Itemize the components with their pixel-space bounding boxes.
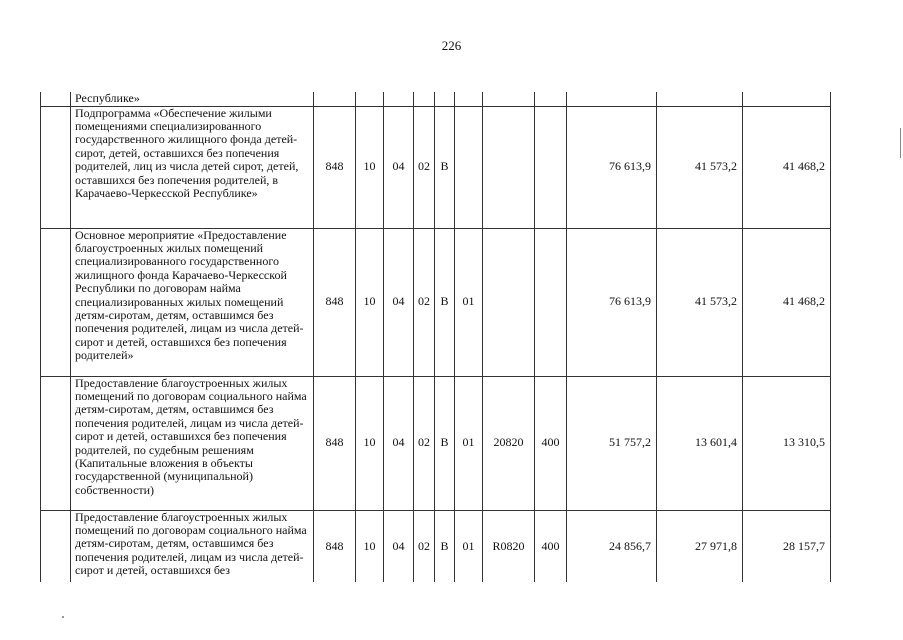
code-section-cell bbox=[356, 92, 384, 106]
scan-speck bbox=[62, 616, 64, 618]
code-program-cell: 02 bbox=[414, 228, 435, 376]
code-direction-cell: 20820 bbox=[483, 376, 535, 510]
code-event-cell: 01 bbox=[455, 510, 483, 582]
sum-year2-cell bbox=[657, 92, 743, 106]
code-expense-type-cell: 400 bbox=[535, 510, 567, 582]
row-name-cell: Основное мероприятие «Предоставление благоустроенных жилых помещений специализированного государственного жилищного фонда Карачаево-Черкесской Республики по договорам найма специализированных жилых помещений детям-сиротам, детям, оставшимся без попечения родителей, лицам из числа детей-сирот и детей, оставшихся без попечения родителей» bbox=[71, 228, 314, 376]
code-section-cell: 10 bbox=[356, 106, 384, 228]
code-event-cell bbox=[455, 106, 483, 228]
code-program-cell: 02 bbox=[414, 106, 435, 228]
code-subsection-cell: 04 bbox=[384, 228, 414, 376]
row-name-cell: Предоставление благоустроенных жилых помещений по договорам социального найма детям-сиротам, детям, оставшимся без попечения родителей, лицам из числа детей-сирот и детей, оставшихся без попечения родителей, по судебным решениям (Капитальные вложения в объекты государственной (муниципальной) собственности) bbox=[71, 376, 314, 510]
sum-year3-cell: 41 468,2 bbox=[743, 106, 831, 228]
code-section-cell: 10 bbox=[356, 228, 384, 376]
code-direction-cell bbox=[483, 106, 535, 228]
code-subsection-cell: 04 bbox=[384, 510, 414, 582]
sum-year3-cell: 28 157,7 bbox=[743, 510, 831, 582]
code-section-cell: 10 bbox=[356, 510, 384, 582]
table-row bbox=[41, 376, 831, 510]
budget-table bbox=[40, 92, 831, 582]
code-program-cell bbox=[414, 92, 435, 106]
code-direction-cell bbox=[483, 228, 535, 376]
sum-year2-cell: 41 573,2 bbox=[657, 106, 743, 228]
code-admin-cell: 848 bbox=[314, 106, 356, 228]
code-admin-cell bbox=[314, 92, 356, 106]
table-row bbox=[41, 510, 831, 582]
row-number-cell bbox=[41, 92, 71, 106]
code-subprogram-cell: В bbox=[435, 510, 455, 582]
code-admin-cell: 848 bbox=[314, 228, 356, 376]
table-row bbox=[41, 106, 831, 228]
sum-year3-cell: 41 468,2 bbox=[743, 228, 831, 376]
row-number-cell bbox=[41, 228, 71, 376]
row-name-cell: Подпрограмма «Обеспечение жилыми помещениями специализированного государственного жилищного фонда детей-сирот, детей, оставшихся без попечения родителей, лиц из числа детей сирот, детей, оставшихся без попечения родителей, в Карачаево-Черкесской Республике» bbox=[71, 106, 314, 228]
table-row bbox=[41, 228, 831, 376]
sum-year3-cell: 13 310,5 bbox=[743, 376, 831, 510]
code-direction-cell bbox=[483, 92, 535, 106]
row-number-cell bbox=[41, 376, 71, 510]
code-event-cell: 01 bbox=[455, 228, 483, 376]
code-subsection-cell bbox=[384, 92, 414, 106]
row-name-cell: Предоставление благоустроенных жилых помещений по договорам социального найма детям-сиротам, детям, оставшимся без попечения родителей, лицам из числа детей-сирот и детей, оставшихся без bbox=[71, 510, 314, 582]
code-admin-cell: 848 bbox=[314, 510, 356, 582]
code-program-cell: 02 bbox=[414, 510, 435, 582]
code-program-cell: 02 bbox=[414, 376, 435, 510]
code-subsection-cell: 04 bbox=[384, 106, 414, 228]
sum-year3-cell bbox=[743, 92, 831, 106]
code-expense-type-cell: 400 bbox=[535, 376, 567, 510]
row-name-cell: Республике» bbox=[71, 92, 314, 106]
code-subsection-cell: 04 bbox=[384, 376, 414, 510]
code-expense-type-cell bbox=[535, 106, 567, 228]
code-subprogram-cell: В bbox=[435, 228, 455, 376]
sum-year1-cell: 76 613,9 bbox=[567, 106, 657, 228]
sum-year2-cell: 13 601,4 bbox=[657, 376, 743, 510]
sum-year1-cell: 51 757,2 bbox=[567, 376, 657, 510]
code-direction-cell: R0820 bbox=[483, 510, 535, 582]
code-subprogram-cell: В bbox=[435, 106, 455, 228]
page-number: 226 bbox=[441, 38, 462, 53]
code-admin-cell: 848 bbox=[314, 376, 356, 510]
sum-year1-cell: 24 856,7 bbox=[567, 510, 657, 582]
sum-year2-cell: 27 971,8 bbox=[657, 510, 743, 582]
code-section-cell: 10 bbox=[356, 376, 384, 510]
code-expense-type-cell bbox=[535, 92, 567, 106]
code-expense-type-cell bbox=[535, 228, 567, 376]
code-subprogram-cell bbox=[435, 92, 455, 106]
sum-year1-cell bbox=[567, 92, 657, 106]
row-number-cell bbox=[41, 106, 71, 228]
code-event-cell: 01 bbox=[455, 376, 483, 510]
row-number-cell bbox=[41, 510, 71, 582]
code-event-cell bbox=[455, 92, 483, 106]
code-subprogram-cell: В bbox=[435, 376, 455, 510]
sum-year1-cell: 76 613,9 bbox=[567, 228, 657, 376]
table-row bbox=[41, 92, 831, 106]
scan-edge-mark bbox=[900, 128, 901, 158]
sum-year2-cell: 41 573,2 bbox=[657, 228, 743, 376]
